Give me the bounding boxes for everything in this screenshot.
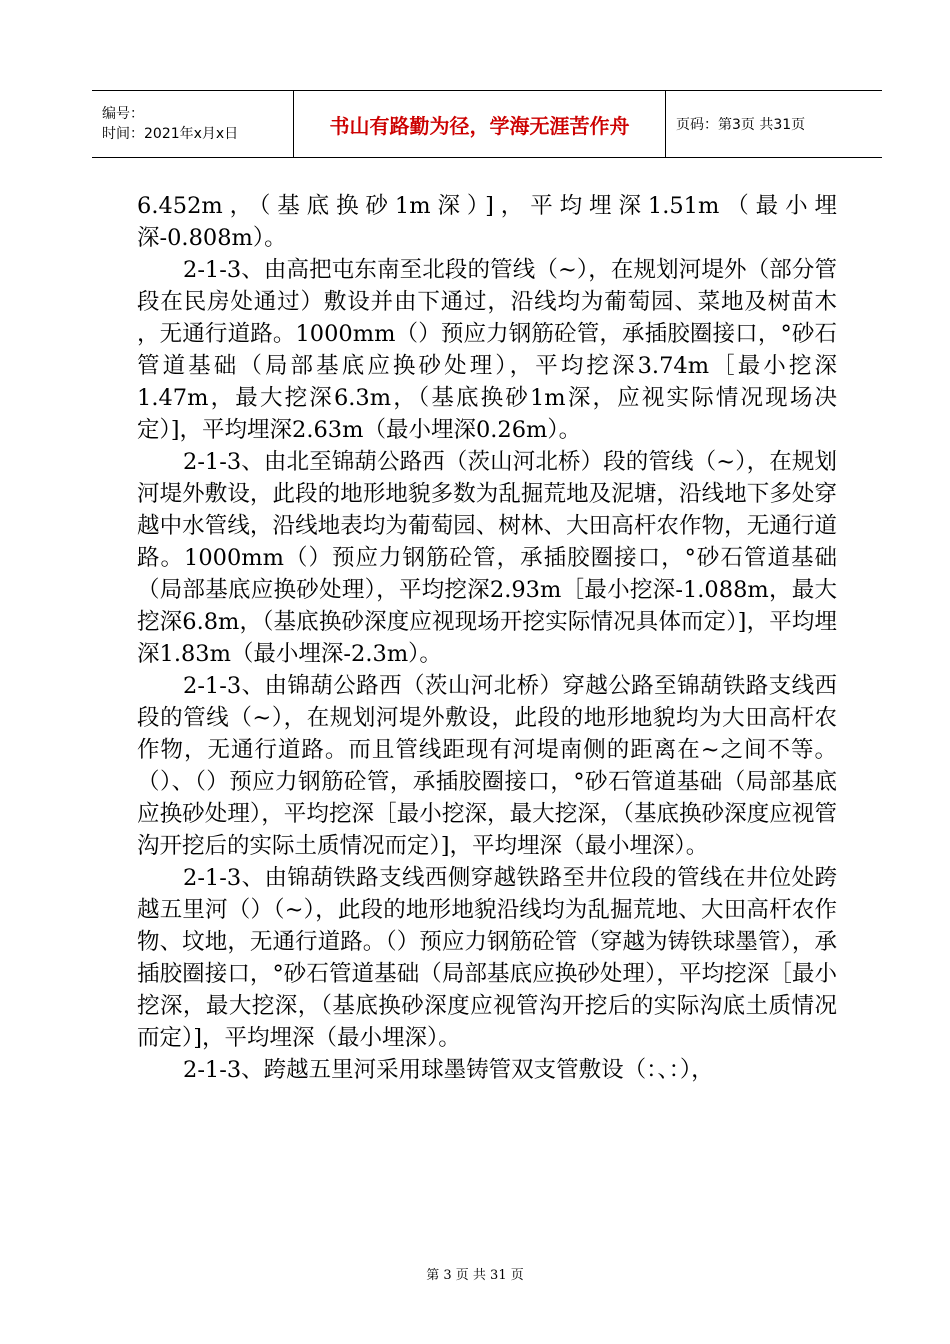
document-time-label: 时间：2021年x月x日 [102,126,239,142]
body-paragraph: 2-1-3、由高把屯东南至北段的管线（~），在规划河堤外（部分管段在民房处通过）敷设并由下通过，沿线均为葡萄园、菜地及树苗木 ，无通行道路。1000mm（）预应力钢筋砼管，承插胶圈接口，°砂石管道基础（局部基底应换砂处理），平均挖深3.74m［最小挖深1.47m，最大挖深6.3m，（基底换砂1m深，应视实际情况现场决定）]，平均埋深2.63m（最小埋深0.26m）。 [137,257,837,443]
header-motto [294,91,666,157]
body-paragraph: 2-1-3、跨越五里河采用球墨铸管双支管敷设（：、：）， [183,1057,714,1083]
page-footer [0,1264,950,1283]
document-number-label: 编号： [102,106,144,122]
header-meta [92,91,294,157]
body-paragraph: 2-1-3、由锦葫铁路支线西侧穿越铁路至井位段的管线在井位处跨越五里河（）（~），此段的地形地貌沿线均为乱掘荒地、大田高杆农作物、坟地，无通行道路。（）预应力钢筋砼管（穿越为铸铁球墨管），承插胶圈接口，°砂石管道基础（局部基底应换砂处理），平均挖深［最小挖深，最大挖深，（基底换砂深度应视管沟开挖后的实际沟底土质情况而定）]，平均埋深（最小埋深）。 [137,865,837,1051]
header-page-info [666,91,882,157]
body-paragraph-continued: 6.452m，（基底换砂1m深）]，平均埋深1.51m（最小埋深-0.808m）。 [137,193,837,251]
motto-text: 书山有路勤为径，学海无涯苦作舟 [329,113,630,138]
footer-page-number: 第 3 页 共 31 页 [426,1268,524,1283]
body-paragraph: 2-1-3、由锦葫公路西（茨山河北桥）穿越公路至锦葫铁路支线西段的管线（~），在规划河堤外敷设，此段的地形地貌均为大田高杆农作物，无通行道路。而且管线距现有河堤南侧的距离在~之间不等。（）、（）预应力钢筋砼管，承插胶圈接口，°砂石管道基础（局部基底应换砂处理），平均挖深［最小挖深，最大挖深，（基底换砂深度应视管沟开挖后的实际土质情况而定）]，平均埋深（最小埋深）。 [137,673,837,859]
body-paragraph: 2-1-3、由北至锦葫公路西（茨山河北桥）段的管线（~），在规划河堤外敷设，此段的地形地貌多数为乱掘荒地及泥塘，沿线地下多处穿越中水管线，沿线地表均为葡萄园、树林、大田高杆农作物，无通行道路。1000mm（）预应力钢筋砼管，承插胶圈接口，°砂石管道基础（局部基底应换砂处理），平均挖深2.93m［最小挖深-1.088m，最大挖深6.8m，（基底换砂深度应视现场开挖实际情况具体而定）]，平均埋深1.83m（最小埋深-2.3m）。 [137,449,837,667]
document-body [137,190,837,1086]
page-info-text: 页码：第3页 共31页 [676,117,806,133]
document-header [92,90,882,158]
